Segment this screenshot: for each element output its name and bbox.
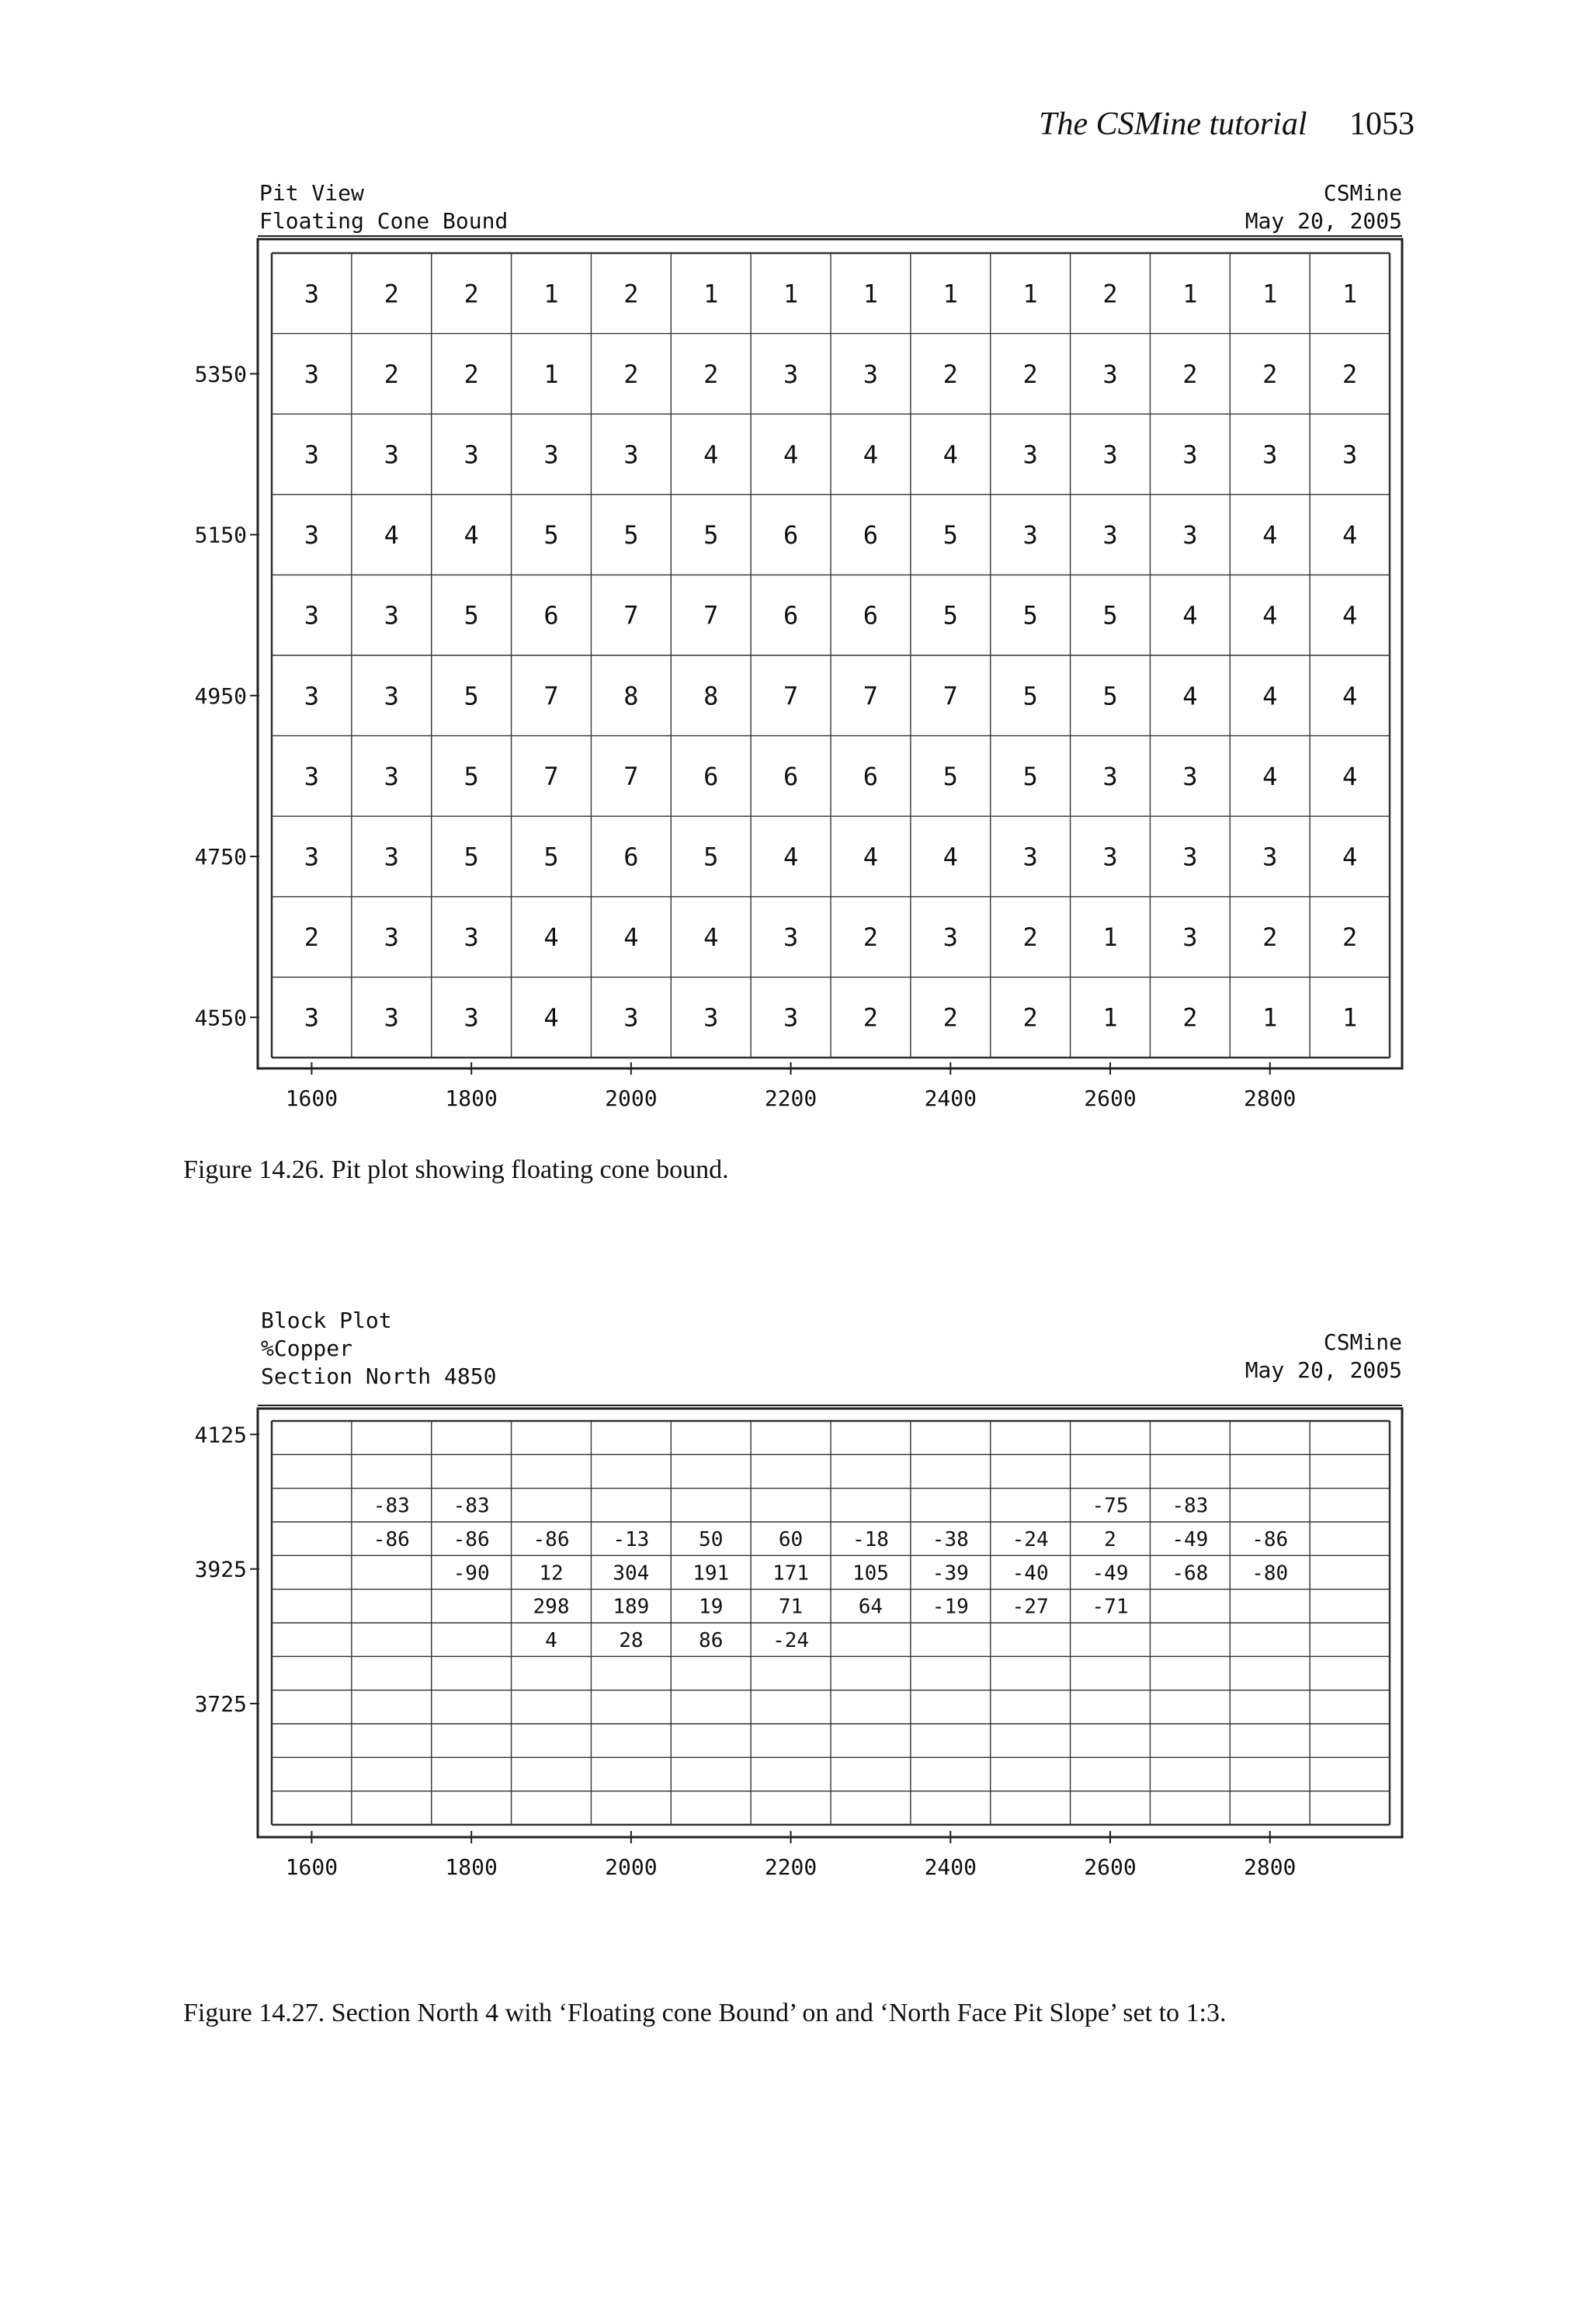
cell-value: 2 [623,279,639,309]
cell-value: 3 [783,1002,799,1033]
cell-value: 3 [1182,842,1198,872]
cell-value: 3 [304,439,320,470]
cell-value: 5 [463,761,479,791]
cell-value: 4 [623,922,639,953]
cell-value: 3 [304,520,320,551]
x-tick-label: 2800 [1243,1086,1297,1111]
cell-value: 3 [1022,439,1038,470]
cell-value: -27 [1012,1595,1049,1619]
cell-value: 7 [543,681,559,711]
cell-value: 4 [1342,842,1358,872]
cell-value: 171 [772,1561,810,1586]
y-tick-label: 5350 [194,361,247,387]
cell-value: 2 [463,279,479,309]
cell-value: 4 [943,439,958,470]
cell-value: -86 [1252,1528,1289,1552]
cell-value: 3 [1022,842,1038,872]
cell-value: -38 [932,1528,969,1552]
header-left-line: Floating Cone Bound [259,208,509,234]
cell-value: 3 [783,922,799,953]
cell-value: 5 [463,681,479,711]
cell-value: 3 [1262,842,1278,872]
cell-value: 5 [943,520,958,551]
cell-value: 3 [1342,439,1358,470]
x-tick-label: 1600 [285,1086,338,1111]
cell-value: 1 [543,359,559,389]
cell-value: 2 [1022,1002,1038,1033]
x-tick-label: 2400 [924,1086,977,1111]
cell-value: 6 [783,600,799,631]
cell-value: 3 [1182,922,1198,953]
cell-value: -83 [1172,1494,1209,1518]
cell-value: 3 [623,439,639,470]
cell-value: 8 [703,681,719,711]
cell-value: 1 [1342,279,1358,309]
cell-value: 2 [1342,359,1358,389]
x-tick-label: 2200 [764,1854,818,1880]
cell-value: 5 [703,842,719,872]
header-right-line: May 20, 2005 [1245,208,1402,234]
cell-value: 3 [863,359,879,389]
cell-value: 2 [1022,359,1038,389]
cell-value: 5 [943,600,958,631]
cell-value: 86 [699,1629,724,1653]
figure-block-plot [0,1289,1590,1988]
cell-value: 304 [613,1561,650,1586]
cell-value: 4 [1182,600,1198,631]
x-tick-label: 1800 [445,1854,498,1880]
cell-value: 60 [778,1528,804,1552]
cell-value: 4 [1342,761,1358,791]
running-title: The CSMine tutorial [1039,106,1307,142]
cell-value: 3 [1102,520,1118,551]
x-tick-label: 2000 [605,1854,658,1880]
cell-value: 4 [703,439,719,470]
cell-value: 2 [1022,922,1038,953]
cell-value: 3 [304,681,320,711]
cell-value: 3 [304,359,320,389]
cell-value: 1 [863,279,879,309]
cell-value: 5 [943,761,958,791]
cell-value: 2 [1102,279,1118,309]
cell-value: 4 [783,842,799,872]
cell-value: 7 [623,600,639,631]
cell-value: -83 [453,1494,490,1518]
cell-value: 4 [543,922,559,953]
cell-value: 4 [783,439,799,470]
cell-value: 4 [1342,600,1358,631]
cell-value: 2 [384,359,399,389]
x-tick-label: 2400 [924,1854,977,1880]
cell-value: -24 [1012,1528,1049,1552]
cell-value: 7 [703,600,719,631]
cell-value: 3 [703,1002,719,1033]
cell-value: 4 [1342,681,1358,711]
cell-value: 1 [1342,1002,1358,1033]
cell-value: 4 [1262,761,1278,791]
cell-value: 4 [1262,681,1278,711]
cell-value: -86 [373,1528,410,1552]
figure-14-26-caption: Figure 14.26. Pit plot showing floating cone bound. [183,1155,729,1184]
cell-value: 1 [783,279,799,309]
x-tick-label: 1600 [285,1854,338,1880]
cell-value: 5 [463,842,479,872]
x-tick-label: 1800 [445,1086,498,1111]
cell-value: 2 [1262,359,1278,389]
cell-value: 12 [539,1561,564,1586]
cell-value: 4 [703,922,719,953]
cell-value: 3 [384,1002,399,1033]
cell-value: -19 [932,1595,969,1619]
cell-value: 6 [783,520,799,551]
cell-value: -49 [1092,1561,1129,1586]
header-left-line: Pit View [259,180,364,206]
cell-value: 3 [304,600,320,631]
cell-value: 8 [623,681,639,711]
cell-value: 4 [1342,520,1358,551]
y-tick-label: 4125 [194,1422,247,1448]
cell-value: 4 [943,842,958,872]
cell-value: -90 [453,1561,490,1586]
cell-value: 4 [1182,681,1198,711]
header-left-line: %Copper [261,1336,353,1361]
cell-value: 3 [783,359,799,389]
cell-value: 1 [1102,1002,1118,1033]
cell-value: 6 [863,600,879,631]
cell-value: 3 [1262,439,1278,470]
block-plot [0,1289,1590,1988]
cell-value: 5 [1102,600,1118,631]
cell-value: 1 [1102,922,1118,953]
cell-value: 2 [863,1002,879,1033]
header-left-line: Section North 4850 [261,1363,497,1389]
cell-value: 2 [943,1002,958,1033]
cell-value: 105 [852,1561,889,1586]
cell-value: 3 [384,922,399,953]
cell-value: -39 [932,1561,969,1586]
y-tick-label: 5150 [194,522,247,548]
cell-value: 7 [943,681,958,711]
header-right-line: CSMine [1323,1329,1402,1355]
cell-value: -86 [533,1528,570,1552]
cell-value: 5 [543,520,559,551]
cell-value: -86 [453,1528,490,1552]
cell-value: -18 [852,1528,889,1552]
cell-value: 3 [304,1002,320,1033]
cell-value: 4 [384,520,399,551]
figure-14-27-caption: Figure 14.27. Section North 4 with ‘Floating cone Bound’ on and ‘North Face Pit Slope’ set to 1:3. [183,1999,1227,2027]
cell-value: 1 [543,279,559,309]
cell-value: 4 [1262,600,1278,631]
cell-value: 4 [463,520,479,551]
cell-value: 6 [543,600,559,631]
x-tick-label: 2600 [1084,1086,1137,1111]
cell-value: -68 [1172,1561,1209,1586]
cell-value: 3 [1102,359,1118,389]
cell-value: 3 [463,1002,479,1033]
y-tick-label: 4750 [194,844,247,870]
cell-value: 5 [463,600,479,631]
cell-value: 2 [1342,922,1358,953]
cell-value: 3 [1102,439,1118,470]
cell-value: 2 [1262,922,1278,953]
cell-value: 2 [384,279,399,309]
cell-value: 1 [1262,279,1278,309]
cell-value: 3 [943,922,958,953]
cell-value: 64 [858,1595,884,1619]
cell-value: 6 [863,761,879,791]
cell-value: 2 [1182,359,1198,389]
header-right-line: May 20, 2005 [1245,1357,1402,1383]
x-tick-label: 2200 [764,1086,818,1111]
cell-value: 3 [304,842,320,872]
cell-value: 5 [543,842,559,872]
cell-value: -75 [1092,1494,1129,1518]
cell-value: 1 [1262,1002,1278,1033]
cell-value: 2 [1104,1528,1116,1552]
cell-value: 3 [1182,761,1198,791]
cell-value: 7 [623,761,639,791]
cell-value: -13 [613,1528,650,1552]
cell-value: 71 [778,1595,804,1619]
cell-value: 3 [1182,439,1198,470]
y-tick-label: 3725 [194,1691,247,1718]
cell-value: 3 [463,439,479,470]
cell-value: 1 [1182,279,1198,309]
cell-value: 7 [783,681,799,711]
cell-value: 6 [703,761,719,791]
cell-value: 5 [1102,681,1118,711]
cell-value: 1 [703,279,719,309]
cell-value: 7 [863,681,879,711]
y-tick-label: 3925 [194,1556,247,1582]
cell-value: 2 [943,359,958,389]
y-tick-label: 4550 [194,1005,247,1031]
cell-value: 2 [863,922,879,953]
cell-value: 3 [543,439,559,470]
cell-value: 7 [543,761,559,791]
cell-value: 1 [943,279,958,309]
cell-value: 50 [699,1528,724,1552]
cell-value: 3 [1182,520,1198,551]
cell-value: 191 [693,1561,730,1586]
cell-value: 3 [384,681,399,711]
cell-value: 3 [384,600,399,631]
cell-value: 3 [1022,520,1038,551]
cell-value: 3 [304,761,320,791]
cell-value: -83 [373,1494,410,1518]
cell-value: 6 [623,842,639,872]
cell-value: 3 [384,439,399,470]
cell-value: 1 [1022,279,1038,309]
cell-value: 6 [783,761,799,791]
cell-value: 4 [545,1629,557,1653]
cell-value: 4 [863,439,879,470]
cell-value: -40 [1012,1561,1049,1586]
cell-value: 28 [619,1629,644,1653]
cell-value: -80 [1252,1561,1289,1586]
cell-value: 3 [1102,842,1118,872]
cell-value: 2 [623,359,639,389]
x-tick-label: 2000 [605,1086,658,1111]
cell-value: 3 [623,1002,639,1033]
cell-value: 5 [1022,600,1038,631]
cell-value: 189 [613,1595,650,1619]
cell-value: 2 [463,359,479,389]
x-tick-label: 2800 [1243,1854,1297,1880]
cell-value: 5 [703,520,719,551]
cell-value: 5 [1022,681,1038,711]
cell-value: 5 [1022,761,1038,791]
cell-value: 3 [384,761,399,791]
cell-value: -24 [772,1629,810,1653]
y-tick-label: 4950 [194,683,247,709]
cell-value: 4 [863,842,879,872]
x-tick-label: 2600 [1084,1854,1137,1880]
cell-value: 3 [304,279,320,309]
cell-value: 4 [1262,520,1278,551]
cell-value: 298 [533,1595,570,1619]
cell-value: 3 [384,842,399,872]
cell-value: -49 [1172,1528,1209,1552]
cell-value: 3 [463,922,479,953]
cell-value: 19 [699,1595,724,1619]
cell-value: 2 [304,922,320,953]
cell-value: -71 [1092,1595,1129,1619]
cell-value: 5 [623,520,639,551]
cell-value: 2 [703,359,719,389]
cell-value: 2 [1182,1002,1198,1033]
cell-value: 4 [543,1002,559,1033]
cell-value: 6 [863,520,879,551]
header-right-line: CSMine [1323,180,1402,206]
header-left-line: Block Plot [261,1308,392,1333]
page-number: 1053 [1349,106,1415,142]
cell-value: 3 [1102,761,1118,791]
